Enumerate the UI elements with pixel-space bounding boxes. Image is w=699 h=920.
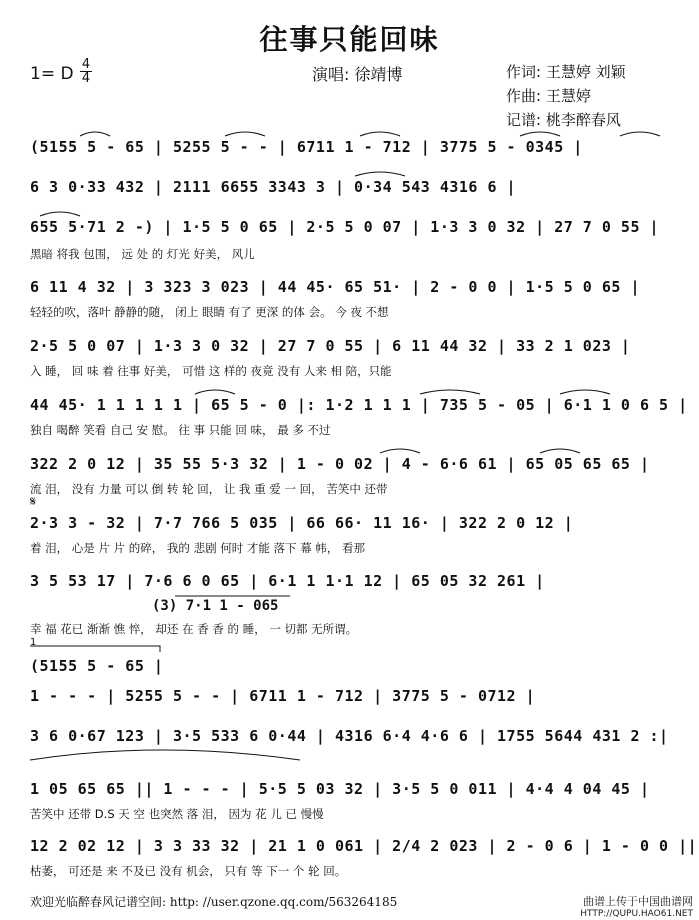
time-signature-bottom: 4: [81, 71, 91, 86]
transcriber-credit: 记谱: 桃李醉春风: [506, 111, 621, 129]
notation-row: 3 5 53 17 | 7·6 6 0 65 | 6·1 1 1·1 12 | 65 05 32 261 |: [30, 572, 545, 590]
lyric-row: 轻轻的吹，落叶 静静的随， 闭上 眼睛 有了 更深 的体 会。 今 夜 不想: [30, 305, 389, 319]
notation-row: (5155 5 - 65 |: [30, 657, 164, 675]
slur-mark: [225, 132, 265, 136]
notation-row: (5155 5 - 65 | 5255 5 - - | 6711 1 - 712 | 3775 5 - 0345 |: [30, 138, 583, 156]
lyricist-credit: 作词: 王慧婷 刘颖: [506, 63, 626, 81]
slur-mark: [560, 390, 610, 394]
slur-mark: [360, 132, 400, 136]
alternate-line: (3) 7·1 1 - 065: [152, 598, 279, 614]
ending-mark: 1: [30, 637, 37, 648]
lyric-row: 着 泪， 心是 片 片 的碎， 我的 悲剧 何时 才能 落下 幕 帏， 看那: [30, 541, 366, 555]
footer-text: 欢迎光临醉春风记谱空间: http: //user.qzone.qq.com/563264185: [30, 895, 398, 909]
notation-row: 1 05 65 65 || 1 - - - | 5·5 5 03 32 | 3·5 5 0 011 | 4·4 4 04 45 |: [30, 780, 650, 798]
notation-row: 655 5·71 2 -) | 1·5 5 0 65 | 2·5 5 0 07 | 1·3 3 0 32 | 27 7 0 55 |: [30, 218, 660, 236]
watermark: [580, 896, 693, 920]
composer-credit: 作曲: 王慧婷: [506, 87, 591, 105]
notation-row: 2·5 5 0 07 | 1·3 3 0 32 | 27 7 0 55 | 6 11 44 32 | 33 2 1 023 |: [30, 337, 631, 355]
slur-mark: [540, 449, 580, 453]
watermark-url: HTTP://QUPU.HAO61.NET: [580, 909, 693, 919]
slur-mark: [80, 132, 110, 136]
slur-mark: [40, 212, 80, 216]
slur-mark: [195, 390, 235, 394]
slur-mark: [30, 646, 160, 652]
lyric-row: 流 泪， 没有 力量 可以 倒 转 轮 回， 让 我 重 爱 一 回， 苦笑中 还带: [30, 482, 388, 496]
slur-mark: [620, 132, 660, 136]
lyric-row: 幸 福 花已 渐渐 憔 悴， 却还 在 香 香 的 睡， 一 切都 无所谓。: [30, 622, 358, 636]
notation-row: 44 45· 1 1 1 1 1 | 65 5 - 0 |: 1·2 1 1 1 | 735 5 - 05 | 6·1 1 0 6 5 |: [30, 396, 688, 414]
lyric-row: 黑暗 将我 包围， 远 处 的 灯光 好美， 风儿: [30, 247, 255, 261]
segno-mark: 𝄋: [30, 494, 37, 510]
notation-row: 6 11 4 32 | 3 323 3 023 | 44 45· 65 51· | 2 - 0 0 | 1·5 5 0 65 |: [30, 278, 640, 296]
notation-row: 2·3 3 - 32 | 7·7 766 5 035 | 66 66· 11 16· | 322 2 0 12 |: [30, 514, 574, 532]
notation-row: 322 2 0 12 | 35 55 5·3 32 | 1 - 0 02 | 4 - 6·6 61 | 65 05 65 65 |: [30, 455, 650, 473]
lyric-row: 入 睡， 回 味 着 往事 好美， 可惜 这 样的 夜竟 没有 人来 相 陪，只能: [30, 364, 392, 378]
slur-mark: [30, 750, 300, 760]
notation-row: 6 3 0·33 432 | 2111 6655 3343 3 | 0·34 543 4316 6 |: [30, 178, 517, 196]
time-signature: [80, 58, 92, 85]
notation-row: 12 2 02 12 | 3 3 33 32 | 21 1 0 061 | 2/4 2 023 | 2 - 0 6 | 1 - 0 0 ||: [30, 837, 698, 855]
credits: [506, 60, 626, 132]
time-signature-top: 4: [81, 57, 91, 72]
lyric-row: 枯萎， 可还是 来 不及已 没有 机会， 只有 等 下一 个 轮 回。: [30, 864, 347, 878]
watermark-line: 曲谱上传于中国曲谱网: [583, 895, 693, 908]
notation-row: 1 - - - | 5255 5 - - | 6711 1 - 712 | 3775 5 - 0712 |: [30, 687, 536, 705]
lyric-row: 独自 喝醉 笑看 自己 安 慰。 往 事 只能 回 味， 最 多 不过: [30, 423, 331, 437]
slur-mark: [355, 172, 405, 176]
slur-mark: [380, 449, 420, 453]
slur-mark: [420, 390, 480, 394]
page-title: 往事只能回味: [259, 23, 440, 56]
lyric-row: 苦笑中 还带 D.S 天 空 也突然 落 泪， 因为 花 儿 已 慢慢: [30, 807, 324, 821]
key-signature: 1= D: [30, 64, 74, 84]
slur-mark: [520, 132, 560, 136]
notation-row: 3 6 0·67 123 | 3·5 533 6 0·44 | 4316 6·4 4·6 6 | 1755 5644 431 2 :|: [30, 727, 669, 745]
singer-credit: 演唱: 徐靖博: [312, 65, 403, 84]
